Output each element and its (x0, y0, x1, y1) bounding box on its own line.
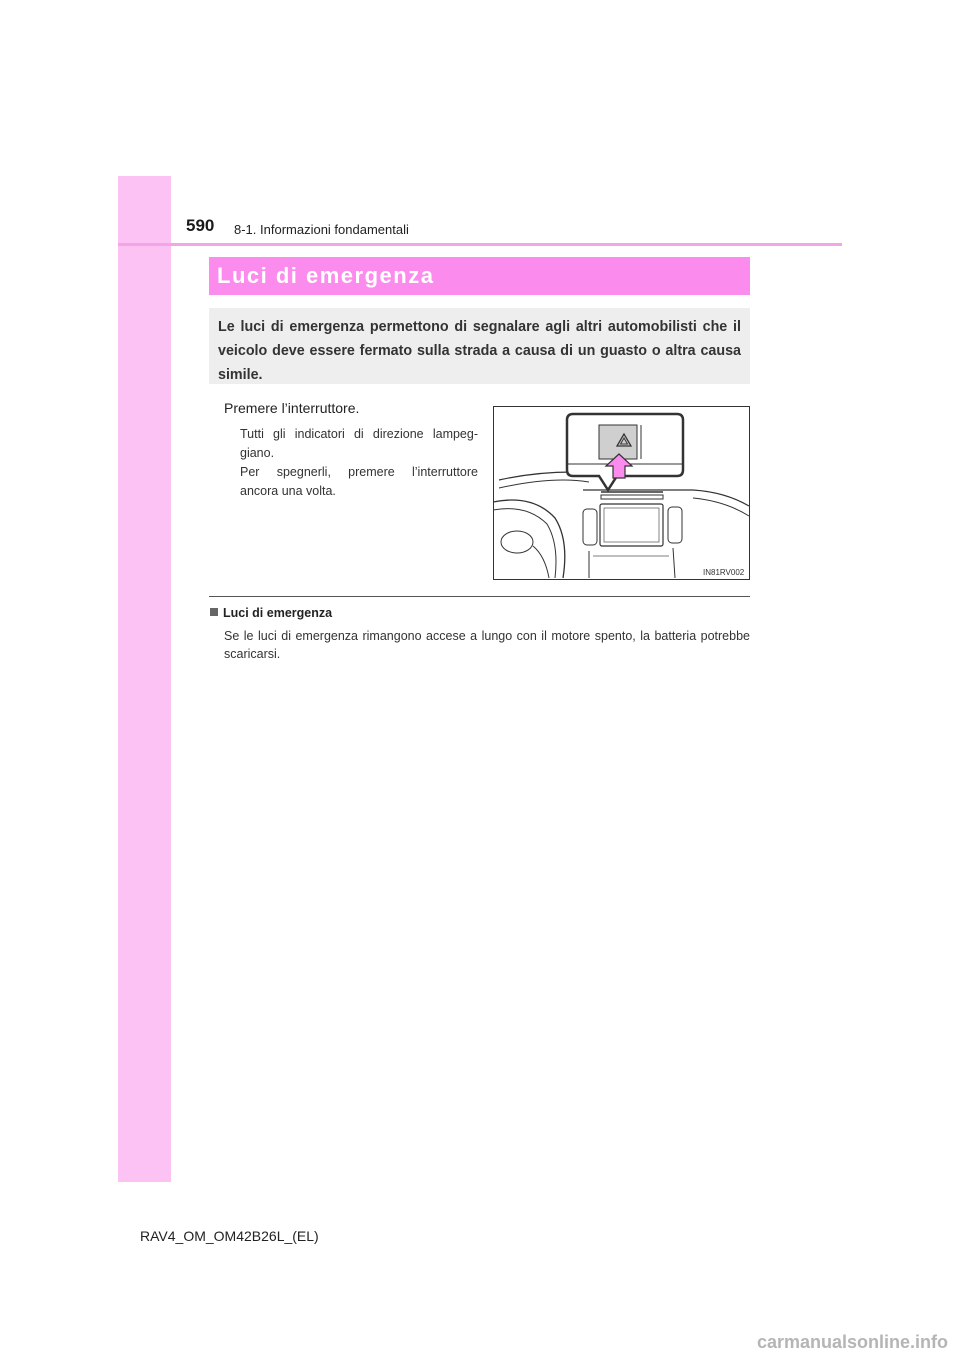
page-number: 590 (186, 216, 215, 235)
step-action: Premere l’interruttore. (224, 400, 360, 416)
intro-box: Le luci di emergenza permettono di segnalare agli altri automobilisti che il veicolo deve essere fermato sulla strada a causa di un guasto o altra causa simile. (209, 308, 750, 384)
step-detail-line2: Per spegnerli, premere l’interruttore ancora una volta. (240, 465, 478, 498)
dashboard-illustration (493, 406, 750, 580)
title-bar (209, 257, 750, 295)
note-heading-text: Luci di emergenza (223, 606, 333, 620)
note-body: Se le luci di emergenza rimangono accese a lungo con il motore spento, la batteria potrebbe scaricarsi. (224, 629, 750, 661)
header-rule (118, 243, 842, 246)
side-strip (118, 176, 171, 1182)
watermark: carmanualsonline.info (757, 1332, 949, 1352)
note-heading (210, 606, 332, 620)
section-header: 8-1. Informazioni fondamentali (234, 222, 409, 237)
step-detail-line1: Tutti gli indicatori di direzione lampeg-giano. (240, 427, 478, 460)
note-divider (209, 596, 750, 597)
page-title: Luci di emergenza (217, 263, 435, 288)
figure-code: IN81RV002 (703, 568, 745, 577)
document-code: RAV4_OM_OM42B26L_(EL) (140, 1228, 319, 1244)
step-detail (240, 425, 478, 501)
square-bullet-icon (210, 608, 218, 616)
